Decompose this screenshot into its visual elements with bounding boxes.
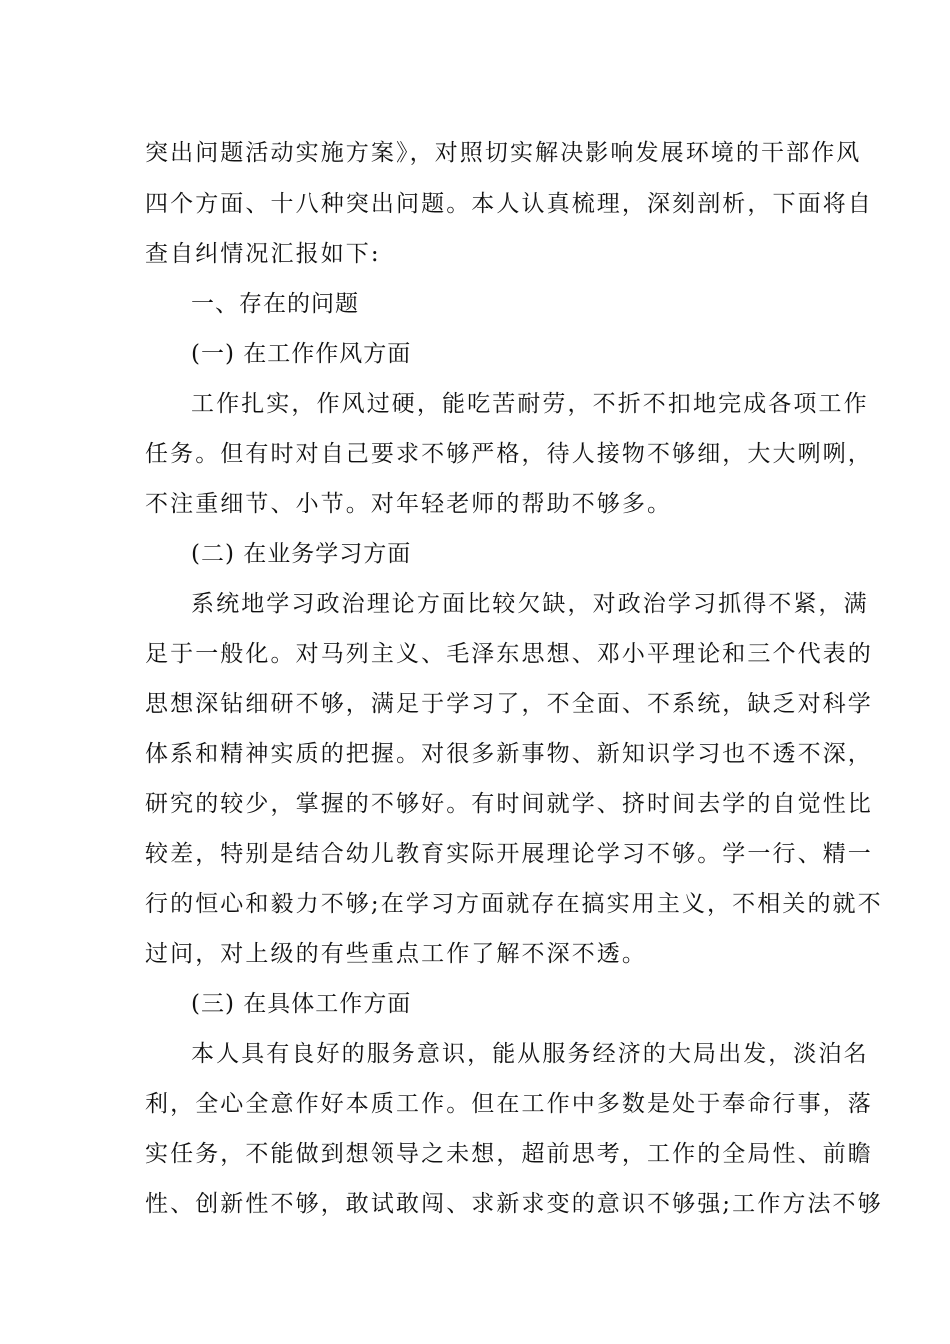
body-text-line: 较差，特别是结合幼儿教育实际开展理论学习不够。学一行、精一	[145, 841, 873, 867]
body-text-line: 查自纠情况汇报如下:	[145, 241, 381, 267]
body-text-line: 突出问题活动实施方案》，对照切实解决影响发展环境的干部作风	[145, 140, 862, 166]
paragraph-first-line: 工作扎实，作风过硬，能吃苦耐劳，不折不扣地完成各项工作	[191, 391, 869, 417]
body-text-line: 四个方面、十八种突出问题。本人认真梳理，深刻剖析，下面将自	[145, 191, 873, 217]
body-text-line: 研究的较少，掌握的不够好。有时间就学、挤时间去学的自觉性比	[145, 791, 873, 817]
body-text-line: 行的恒心和毅力不够;在学习方面就存在搞实用主义，不相关的就不	[145, 891, 883, 917]
body-text-line: 过问，对上级的有些重点工作了解不深不透。	[145, 941, 647, 967]
subsection-heading: (二) 在业务学习方面	[191, 541, 412, 567]
paragraph-first-line: 系统地学习政治理论方面比较欠缺，对政治学习抓得不紧，满	[191, 591, 869, 617]
body-text-line: 性、创新性不够，敢试敢闯、求新求变的意识不够强;工作方法不够	[145, 1191, 883, 1217]
body-text-line: 足于一般化。对马列主义、毛泽东思想、邓小平理论和三个代表的	[145, 641, 873, 667]
body-text-line: 实任务，不能做到想领导之未想，超前思考，工作的全局性、前瞻	[145, 1141, 873, 1167]
paragraph-first-line: 本人具有良好的服务意识，能从服务经济的大局出发，淡泊名	[191, 1041, 869, 1067]
body-text-line: 任务。但有时对自己要求不够严格，待人接物不够细，大大咧咧，	[145, 441, 873, 467]
section-heading: 一、存在的问题	[191, 291, 359, 317]
body-text-line: 思想深钻细研不够，满足于学习了，不全面、不系统，缺乏对科学	[145, 691, 873, 717]
body-text-line: 利，全心全意作好本质工作。但在工作中多数是处于奉命行事，落	[145, 1091, 873, 1117]
subsection-heading: (三) 在具体工作方面	[191, 991, 412, 1017]
body-text-line: 体系和精神实质的把握。对很多新事物、新知识学习也不透不深，	[145, 741, 873, 767]
subsection-heading: (一) 在工作作风方面	[191, 341, 412, 367]
body-text-line: 不注重细节、小节。对年轻老师的帮助不够多。	[145, 491, 673, 517]
